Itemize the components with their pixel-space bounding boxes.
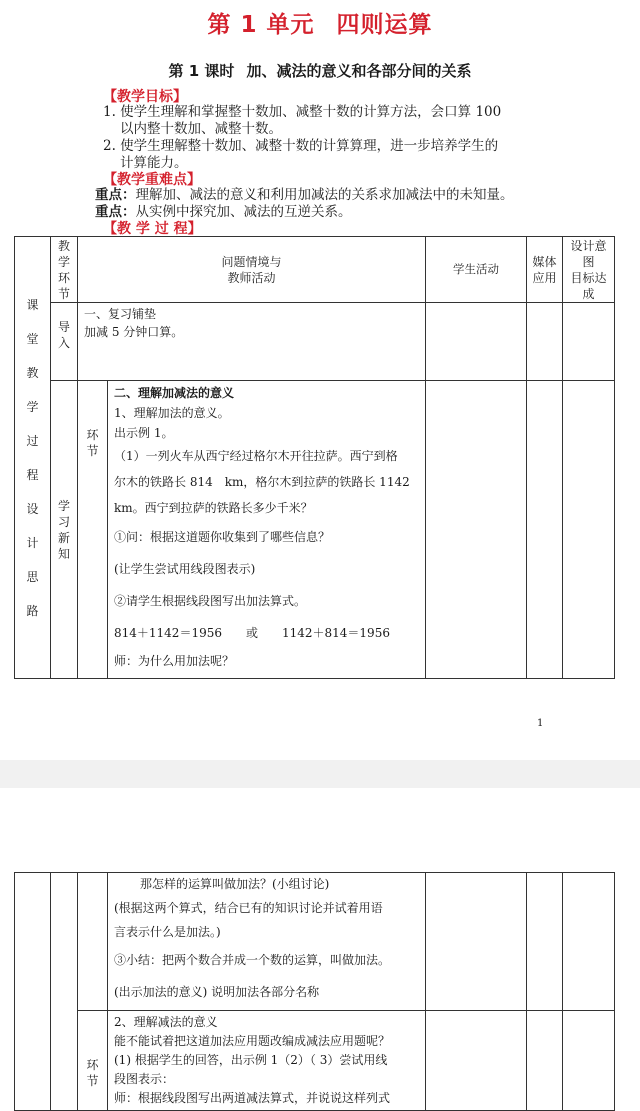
- learn-row: [15, 381, 615, 679]
- key-point-label: 重点：: [95, 187, 136, 203]
- process-heading: 【教 学 过 程】: [103, 221, 202, 237]
- cont-student-2: [426, 1011, 527, 1111]
- cont-design-1: [563, 873, 615, 1011]
- difficult-point-label: 重点：: [95, 204, 136, 220]
- unit-title: [0, 6, 640, 39]
- cont-row-2: [15, 1011, 615, 1111]
- intro-link: 导 入: [51, 303, 78, 381]
- unit-number: 第 1 单元: [207, 12, 315, 38]
- header-media: 媒体 应用: [527, 237, 563, 303]
- goal-line-4: 计算能力。: [120, 155, 188, 171]
- goal-line-3: 2. 使学生理解整十数加、减整十数的计算算理，进一步培养学生的: [103, 138, 499, 154]
- cont-sub-link-2: 环 节: [78, 1011, 108, 1111]
- lesson-name: 加、减法的意义和各部分间的关系: [246, 62, 472, 80]
- lesson-process-table: [14, 236, 615, 679]
- goal-line-2: 以内整十数加、减整十数。: [120, 121, 282, 137]
- header-student: 学生活动: [426, 237, 527, 303]
- cont-row-1: [15, 873, 615, 1011]
- intro-content: 一、复习铺垫 加减 5 分钟口算。: [78, 303, 426, 381]
- unit-name: 四则运算: [336, 12, 433, 38]
- header-activity: 问题情境与 教师活动: [78, 237, 426, 303]
- key-point-text: 理解加、减法的意义和利用加减法的关系求加减法中的未知量。: [135, 187, 514, 203]
- cont-design-2: [563, 1011, 615, 1111]
- learn-design: [563, 381, 615, 679]
- page-2: [0, 788, 640, 1107]
- page-gap: [0, 760, 640, 788]
- cont-sub-link: [78, 873, 108, 1011]
- learn-sub-link: 环 节: [78, 381, 108, 679]
- lesson-title: [0, 60, 640, 81]
- lesson-process-table-continued: [14, 872, 615, 1111]
- key-points-heading: 【教学重难点】: [103, 172, 201, 188]
- header-link: 教 学 环 节: [51, 237, 78, 303]
- learn-link: 学 习 新 知: [51, 381, 78, 679]
- cont-media-1: [527, 873, 563, 1011]
- intro-student: [426, 303, 527, 381]
- cont-side: [15, 873, 51, 1111]
- intro-row: [15, 303, 615, 381]
- goal-line-1: 1. 使学生理解和掌握整十数加、减整十数的计算方法，会口算 100: [103, 104, 502, 120]
- table-header-row: [15, 237, 615, 303]
- goals-heading: 【教学目标】: [103, 89, 187, 105]
- side-label: 课 堂 教 学 过 程 设 计 思 路: [26, 297, 39, 618]
- key-point-line: [95, 186, 514, 204]
- cont-content-2: 2、理解减法的意义 能不能试着把这道加法应用题改编成减法应用题呢？ (1) 根据学生的回答，出示例 1（2）（ 3）尝试用线 段图表示： 师：根据线段图写出两道减法算式，并说说这样列式: [108, 1011, 426, 1111]
- intro-design: [563, 303, 615, 381]
- header-design: 设计意 图 目标达 成: [563, 237, 615, 303]
- cont-link: [51, 873, 78, 1111]
- difficult-point-text: 从实例中探究加、减法的互逆关系。: [135, 204, 352, 220]
- side-label-cell: [15, 237, 51, 679]
- cont-student-1: [426, 873, 527, 1011]
- intro-media: [527, 303, 563, 381]
- learn-content: 二、理解加减法的意义 1、理解加法的意义。 出示例 1。 （1）一列火车从西宁经过格尔木开往拉萨。西宁到格 尔木的铁路长 814 km，格尔木到拉萨的铁路长 1142 km。西宁到拉萨的铁路长多少千米？ ①问：根据这道题你收集到了哪些信息？ (让学生尝试用线段图表示) ②请学生根据线段图写出加法算式。 814＋1142＝1956 或 1142＋814＝1956 师：为什么用加法呢？: [108, 381, 426, 679]
- lesson-number: 第 1 课时: [168, 62, 235, 80]
- page-number: 1: [537, 718, 544, 729]
- learn-student: [426, 381, 527, 679]
- cont-media-2: [527, 1011, 563, 1111]
- cont-content-1: 那怎样的运算叫做加法？(小组讨论) (根据这两个算式，结合已有的知识讨论并试着用语 言表示什么是加法。) ③小结：把两个数合并成一个数的运算，叫做加法。 (出示加法的意义) 说明加法各部分名称: [108, 873, 426, 1011]
- learn-media: [527, 381, 563, 679]
